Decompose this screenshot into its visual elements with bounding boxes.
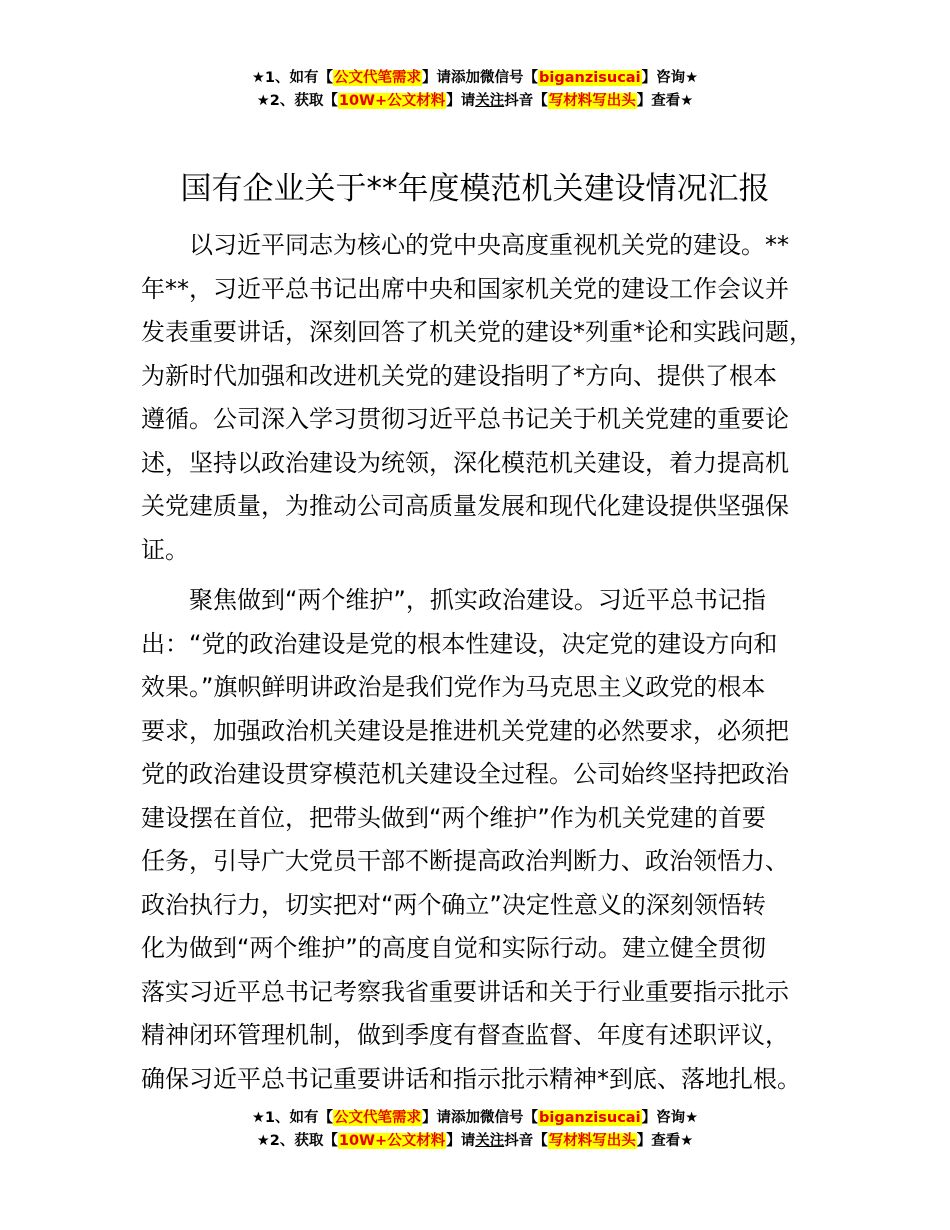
promo-banner-bottom	[0, 1107, 950, 1153]
promo-douyin-account: 写材料写出头	[548, 1133, 636, 1149]
promo-text: 】查看★	[636, 93, 694, 109]
promo-line-2	[0, 90, 950, 113]
promo-text: 】请	[422, 70, 452, 86]
text-line: 出：“党的政治建设是党的根本性建设，决定党的建设方向和	[141, 629, 778, 658]
promo-text: 】请	[422, 1110, 452, 1126]
text-line: 关党建质量，为推动公司高质量发展和现代化建设提供坚强保	[141, 492, 789, 520]
text-line: 党的政治建设贯穿模范机关建设全过程。公司始终坚持把政治	[141, 760, 789, 788]
promo-text: 微信号【	[480, 70, 539, 86]
text-line: 述，坚持以政治建设为统领，深化模范机关建设，着力提高机	[141, 448, 789, 477]
text-line: 为新时代加强和改进机关党的建设指明了*方向、提供了根本	[141, 361, 777, 390]
promo-line-1	[0, 67, 950, 90]
document-title: 国有企业关于**年度模范机关建设情况汇报	[180, 171, 770, 207]
text-line: 政治执行力，切实把对“两个确立”决定性意义的深刻领悟转	[141, 890, 766, 919]
text-line: 任务，引导广大党员干部不断提高政治判断力、政治领悟力、	[141, 847, 789, 875]
promo-banner-top	[0, 67, 950, 113]
promo-highlight: 10W+公文材料	[338, 1133, 446, 1149]
promo-text: 微信号【	[480, 1110, 539, 1126]
promo-text: 添加	[451, 1110, 481, 1126]
text-line: 效果。”旗帜鲜明讲政治是我们党作为马克思主义政党的根本	[141, 673, 766, 701]
promo-text: 】请	[446, 1133, 476, 1149]
text-line: 精神闭环管理机制，做到季度有督查监督、年度有述职评议，	[141, 1021, 789, 1049]
paragraph-2	[141, 579, 841, 1101]
promo-text: ★1、如有【	[251, 70, 334, 86]
text-line: 确保习近平总书记重要讲话和指示批示精神*到底、落地扎根。	[141, 1064, 801, 1093]
text-line: 年**，习近平总书记出席中央和国家机关党的建设工作会议并	[141, 274, 789, 303]
promo-text: 关注	[475, 93, 505, 109]
promo-text: 】查看★	[636, 1133, 694, 1149]
text-line: 建设摆在首位，把带头做到“两个维护”作为机关党建的首要	[141, 803, 766, 832]
text-line: 发表重要讲话，深刻回答了机关党的建设*列重*论和实践问题，	[141, 318, 813, 346]
text-line: 证。	[141, 535, 189, 564]
promo-highlight: 公文代笔需求	[334, 1110, 422, 1126]
promo-text: 抖音【	[504, 93, 548, 109]
promo-text: ★2、获取【	[256, 93, 338, 109]
promo-highlight: 公文代笔需求	[334, 70, 422, 86]
promo-text: 关注	[475, 1133, 505, 1149]
promo-wechat-id: biganzisucai	[539, 1110, 641, 1126]
text-line: 落实习近平总书记考察我省重要讲话和关于行业重要指示批示	[141, 977, 789, 1006]
promo-text: 】请	[446, 93, 476, 109]
promo-text: ★2、获取【	[256, 1133, 338, 1149]
promo-line-2	[0, 1130, 950, 1153]
paragraph-1	[141, 224, 841, 572]
promo-wechat-id: biganzisucai	[539, 70, 641, 86]
promo-text: 】咨询★	[641, 70, 699, 86]
text-line: 要求，加强政治机关建设是推进机关党建的必然要求，必须把	[141, 716, 789, 745]
text-line: 遵循。公司深入学习贯彻习近平总书记关于机关党建的重要论	[141, 405, 789, 433]
promo-douyin-account: 写材料写出头	[548, 93, 636, 109]
promo-line-1	[0, 1107, 950, 1130]
promo-text: 】咨询★	[641, 1110, 699, 1126]
promo-highlight: 10W+公文材料	[338, 93, 446, 109]
text-line: 聚焦做到“两个维护”，抓实政治建设。习近平总书记指	[189, 586, 766, 614]
text-line: 化为做到“两个维护”的高度自觉和实际行动。建立健全贯彻	[141, 934, 766, 962]
promo-text: 添加	[451, 70, 481, 86]
promo-text: ★1、如有【	[251, 1110, 334, 1126]
text-line: 以习近平同志为核心的党中央高度重视机关党的建设。**	[189, 231, 789, 259]
promo-text: 抖音【	[504, 1133, 548, 1149]
